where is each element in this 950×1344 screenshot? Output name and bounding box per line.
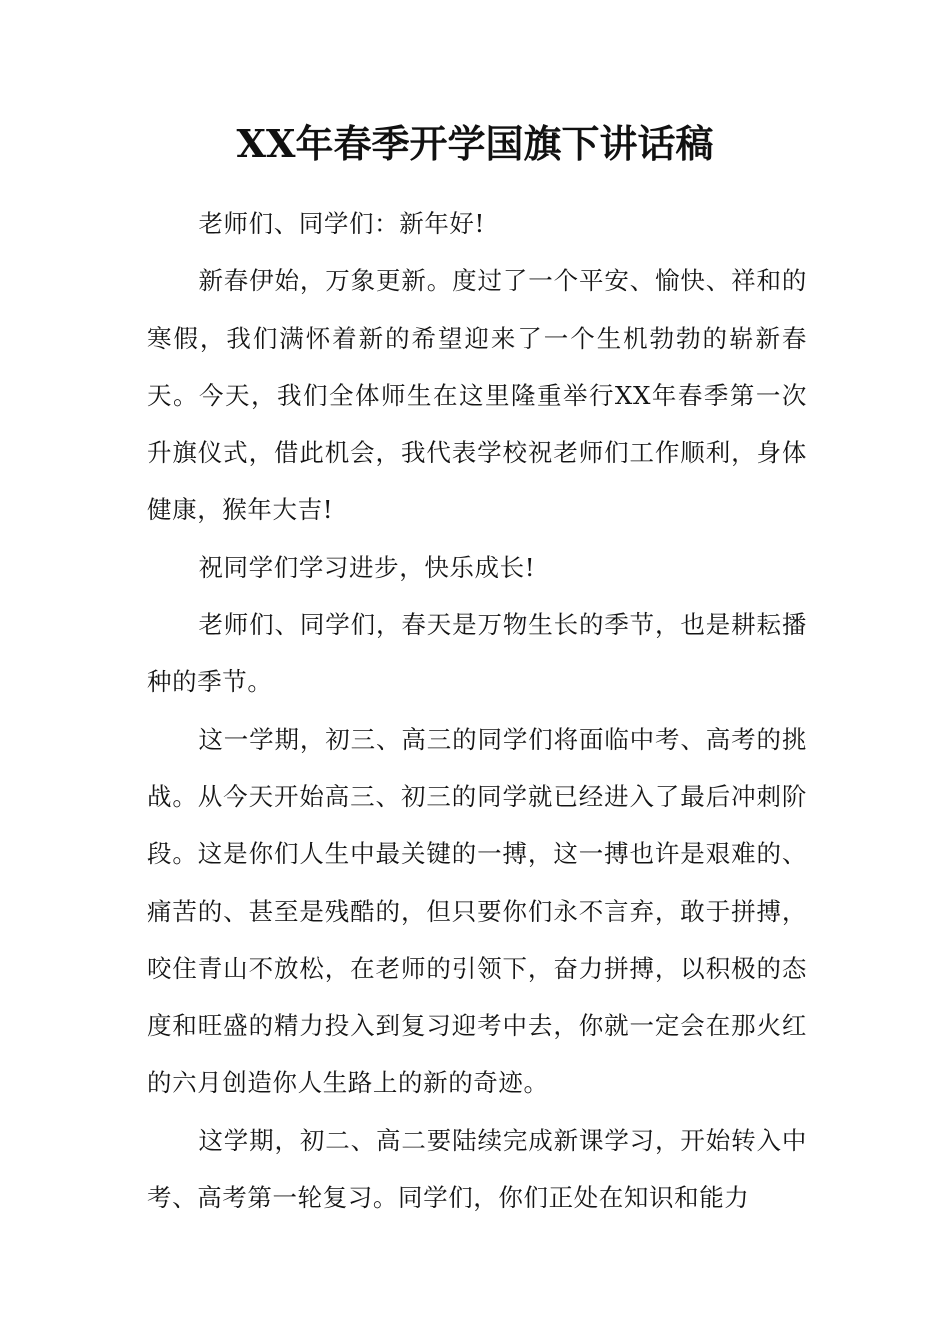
page-title: XX年春季开学国旗下讲话稿 (236, 121, 714, 166)
paragraph-senior-exams: 这一学期，初三、高三的同学们将面临中考、高考的挑战。从今天开始高三、初三的同学就已经进入了最后冲刺阶段。这是你们人生中最关键的一搏，这一搏也许是艰难的、痛苦的、甚至是残酷的，但只要你们永不言弃，敢于拼搏，咬住青山不放松，在老师的引领下，奋力拼搏，以积极的态度和旺盛的精力投入到复习迎考中去，你就一定会在那火红的六月创造你人生路上的新的奇迹。 (147, 724, 807, 1098)
paragraph-spring-season: 老师们、同学们，春天是万物生长的季节，也是耕耘播种的季节。 (147, 610, 807, 697)
paragraph-wish-students: 祝同学们学习进步，快乐成长! (198, 552, 536, 582)
paragraph-new-spring: 新春伊始，万象更新。度过了一个平安、愉快、祥和的寒假，我们满怀着新的希望迎来了一个生机勃勃的崭新春天。今天，我们全体师生在这里隆重举行XX年春季第一次升旗仪式，借此机会，我代表学校祝老师们工作顺利，身体健康，猴年大吉! (147, 266, 807, 525)
paragraph-this-semester: 这学期，初二、高二要陆续完成新课学习，开始转入中考、高考第一轮复习。同学们，你们正处在知识和能力 (147, 1125, 807, 1213)
paragraph-greeting: 老师们、同学们：新年好! (198, 209, 485, 238)
document-body (147, 195, 807, 1226)
